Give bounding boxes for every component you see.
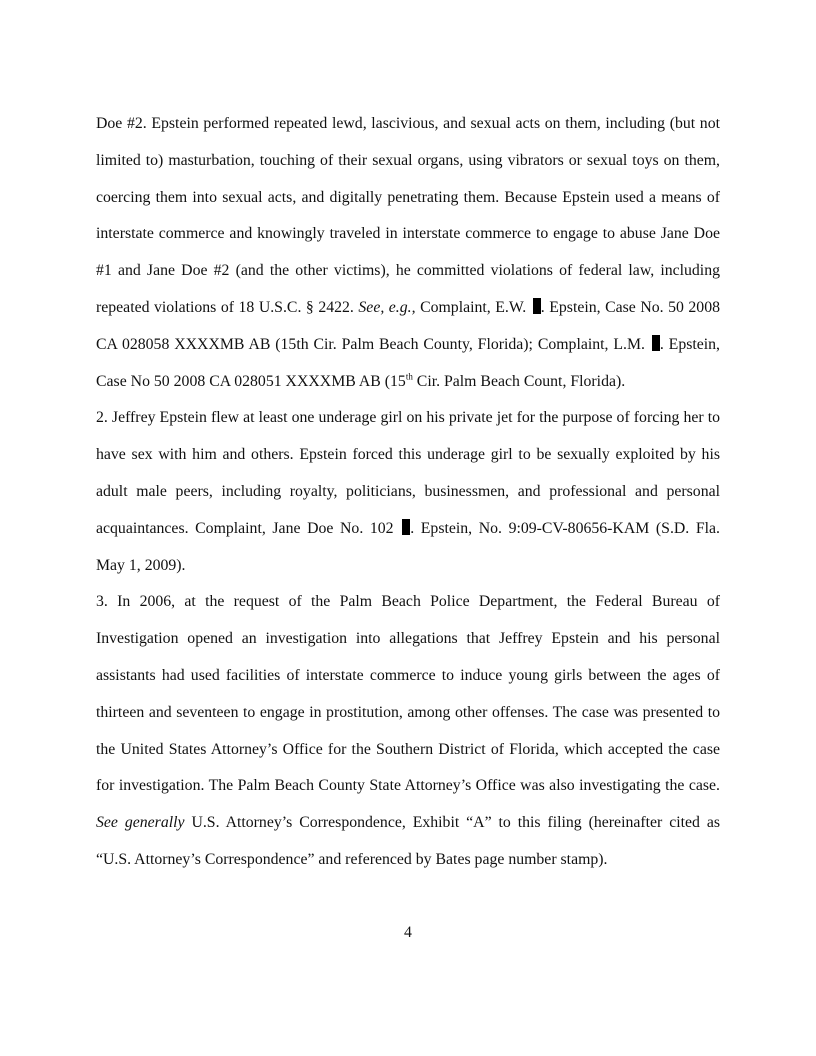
paragraph-1-text: . Epstein, Case No 50 2008 CA 028051 XXXXMB AB (15	[96, 335, 721, 390]
paragraph-1-text: . Epstein, Case No. 50 2008 CA 028058 XXXXMB AB (15th Cir. Palm Beach County, Florida); Complaint, L.M.	[96, 298, 721, 353]
paragraph-1-text: Complaint, E.W.	[415, 298, 531, 316]
paragraph-2-text: . Epstein, No. 9:09-CV-80656-KAM (S.D. Fla. May 1, 2009).	[96, 519, 721, 574]
redaction-mark	[402, 519, 410, 535]
paragraph-1-text: Doe #2. Epstein performed repeated lewd, lascivious, and sexual acts on them, including (but not limited to) masturbation, touching of their sexual organs, using vibrators or sexual toys on them, coercing them into sexual acts, and digitally penetrating them. Because Epstein used a means of interstate commerce and knowingly traveled in interstate commerce to engage to abuse Jane Doe #1 and Jane Doe #2 (and the other victims), he committed violations of federal law, including repeated violations of 18 U.S.C. § 2422.	[96, 115, 720, 316]
redaction-mark	[533, 298, 541, 314]
redaction-mark	[652, 335, 660, 351]
citation-signal-see-generally: See generally	[96, 814, 185, 832]
paragraph-1	[96, 106, 720, 400]
document-page	[96, 106, 720, 879]
paragraph-1-text: Cir. Palm Beach Count, Florida).	[412, 372, 626, 390]
paragraph-3	[96, 584, 720, 878]
paragraph-2	[96, 400, 720, 584]
citation-signal-see-eg: See, e.g.,	[358, 298, 416, 316]
page-number: 4	[404, 924, 412, 941]
paragraph-3-text: 3. In 2006, at the request of the Palm Beach Police Department, the Federal Bureau of Investigation opened an investigation into allegations that Jeffrey Epstein and his personal assistants had used facilities of interstate commerce to induce young girls between the ages of thirteen and seventeen to engage in prostitution, among other offenses. The case was presented to the United States Attorney’s Office for the Southern District of Florida, which accepted the case for investigation. The Palm Beach County State Attorney’s Office was also investigating the case.	[96, 593, 720, 795]
paragraph-2-text: 2. Jeffrey Epstein flew at least one underage girl on his private jet for the purpose of forcing her to have sex with him and others. Epstein forced this underage girl to be sexually exploited by his adult male peers, including royalty, politicians, businessmen, and professional and personal acquaintances. Complaint, Jane Doe No. 102	[96, 409, 720, 537]
paragraph-3-text: U.S. Attorney’s Correspondence, Exhibit “A” to this filing (hereinafter cited as “U.S. Attorney’s Correspondence” and referenced by Bates page number stamp).	[96, 814, 720, 868]
ordinal-superscript: th	[405, 371, 413, 382]
